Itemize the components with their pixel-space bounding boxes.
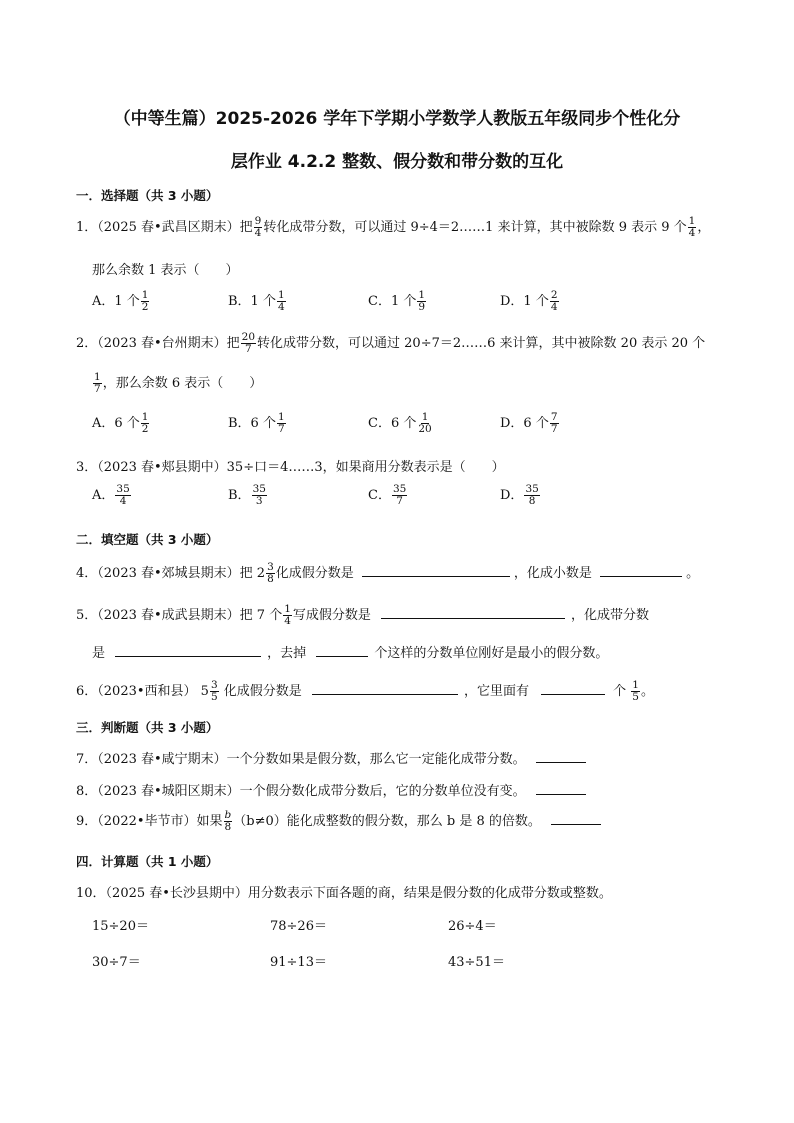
question-2-line-2: $\frac{1}{7}$ ，那么余数 6 表示（ ） bbox=[94, 371, 263, 395]
fraction: $\frac{1}{5}$ bbox=[632, 679, 639, 703]
q1-option-d[interactable]: D．1 个 $\frac{2}{4}$ bbox=[500, 289, 558, 313]
q2-option-d[interactable]: D．6 个 $\frac{7}{7}$ bbox=[500, 411, 558, 435]
answer-blank-count[interactable] bbox=[541, 682, 605, 695]
q3-option-d[interactable]: D． $\frac{35}{8}$ bbox=[500, 483, 539, 507]
section-choice: 一．选择题（共 3 小题） bbox=[76, 188, 219, 203]
q2-option-b[interactable]: B．6 个 $\frac{1}{7}$ bbox=[228, 411, 285, 435]
question-3: 3．（2023 春•郏县期中）35÷口＝4……3，如果商用分数表示是（ ） bbox=[76, 460, 505, 475]
fraction: $\frac{20}{7}$ bbox=[241, 331, 256, 355]
q2-option-c[interactable]: C．6 个 $\frac{1}{20}$ bbox=[368, 411, 432, 435]
q3-option-a[interactable]: A． $\frac{35}{4}$ bbox=[92, 483, 130, 507]
title-line-2: 层作业 4.2.2 整数、假分数和带分数的互化 bbox=[230, 152, 564, 172]
calc-item: 78÷26＝ bbox=[270, 919, 327, 934]
q1-option-b[interactable]: B．1 个 $\frac{1}{4}$ bbox=[228, 289, 285, 313]
question-5: 5．（2023 春•成武县期末）把 7 个 $\frac{1}{4}$ 写成假分数是 ，化成带分数 bbox=[76, 603, 650, 627]
section-judge: 三．判断题（共 3 小题） bbox=[76, 720, 219, 735]
question-2: 2．（2023 春•台州期末）把 $\frac{20}{7}$ 转化成带分数，可以通过 20÷7＝2……6 来计算，其中被除数 20 表示 20 个 bbox=[76, 331, 706, 355]
question-7: 7．（2023 春•咸宁期末）一个分数如果是假分数，那么它一定能化成带分数。 bbox=[76, 748, 586, 767]
fraction: $\frac{1}{4}$ bbox=[688, 215, 696, 239]
question-5-line-2: 是 ，去掉 个这样的分数单位刚好是最小的假分数。 bbox=[92, 646, 609, 661]
calc-item: 26÷4＝ bbox=[448, 919, 497, 934]
answer-blank-judge[interactable] bbox=[551, 812, 601, 825]
question-8: 8．（2023 春•城阳区期末）一个假分数化成带分数后，它的分数单位没有变。 bbox=[76, 780, 586, 799]
mixed-number: 2 $\frac{3}{8}$ bbox=[256, 561, 274, 585]
answer-blank-judge[interactable] bbox=[536, 750, 586, 763]
section-fill: 二．填空题（共 3 小题） bbox=[76, 532, 219, 547]
answer-blank-mixed[interactable] bbox=[115, 644, 261, 657]
fraction: $\frac{9}{4}$ bbox=[254, 215, 262, 239]
q2-option-a[interactable]: A．6 个 $\frac{1}{2}$ bbox=[92, 411, 149, 435]
answer-blank-improper[interactable] bbox=[312, 682, 458, 695]
calc-item: 30÷7＝ bbox=[92, 955, 141, 970]
answer-blank-decimal[interactable] bbox=[600, 564, 682, 577]
question-4: 4．（2023 春•郊城县期末）把 2 $\frac{3}{8}$ 化成假分数是 ，化成小数是 。 bbox=[76, 561, 700, 585]
fraction: $\frac{b}{8}$ bbox=[224, 809, 232, 833]
q3-option-b[interactable]: B． $\frac{35}{3}$ bbox=[228, 483, 266, 507]
fraction: $\frac{1}{4}$ bbox=[284, 603, 291, 627]
q1-option-a[interactable]: A．1 个 $\frac{1}{2}$ bbox=[92, 289, 149, 313]
title-line-1: （中等生篇）2025-2026 学年下学期小学数学人教版五年级同步个性化分 bbox=[113, 109, 681, 129]
answer-blank-judge[interactable] bbox=[536, 782, 586, 795]
q3-option-c[interactable]: C． $\frac{35}{7}$ bbox=[368, 483, 407, 507]
fraction: $\frac{1}{7}$ bbox=[94, 371, 101, 395]
question-9: 9．（2022•毕节市）如果 $\frac{b}{8}$ （b≠0）能化成整数的假分数，那么 b 是 8 的倍数。 bbox=[76, 810, 601, 833]
calc-item: 15÷20＝ bbox=[92, 919, 149, 934]
question-1: 1．（2025 春•武昌区期末）把 $\frac{9}{4}$ 转化成带分数，可以通过 9÷4＝2……1 来计算，其中被除数 9 表示 9 个 $\frac{1}{4}$ ， bbox=[76, 215, 711, 239]
answer-blank-count[interactable] bbox=[316, 644, 368, 657]
question-10: 10．（2025 春•长沙县期中）用分数表示下面各题的商，结果是假分数的化成带分数或整数。 bbox=[76, 886, 612, 901]
question-6: 6．（2023•西和县） 5 $\frac{3}{5}$ 化成假分数是 ，它里面有 个 $\frac{1}{5}$ 。 bbox=[76, 679, 654, 703]
section-calc: 四．计算题（共 1 小题） bbox=[76, 854, 219, 869]
answer-blank-improper[interactable] bbox=[381, 606, 565, 619]
mixed-number: 5 $\frac{3}{5}$ bbox=[200, 679, 218, 703]
answer-blank-improper[interactable] bbox=[362, 564, 510, 577]
q1-option-c[interactable]: C．1 个 $\frac{1}{9}$ bbox=[368, 289, 426, 313]
question-1-line-2: 那么余数 1 表示（ ） bbox=[92, 263, 239, 278]
calc-item: 43÷51＝ bbox=[448, 955, 505, 970]
calc-item: 91÷13＝ bbox=[270, 955, 327, 970]
